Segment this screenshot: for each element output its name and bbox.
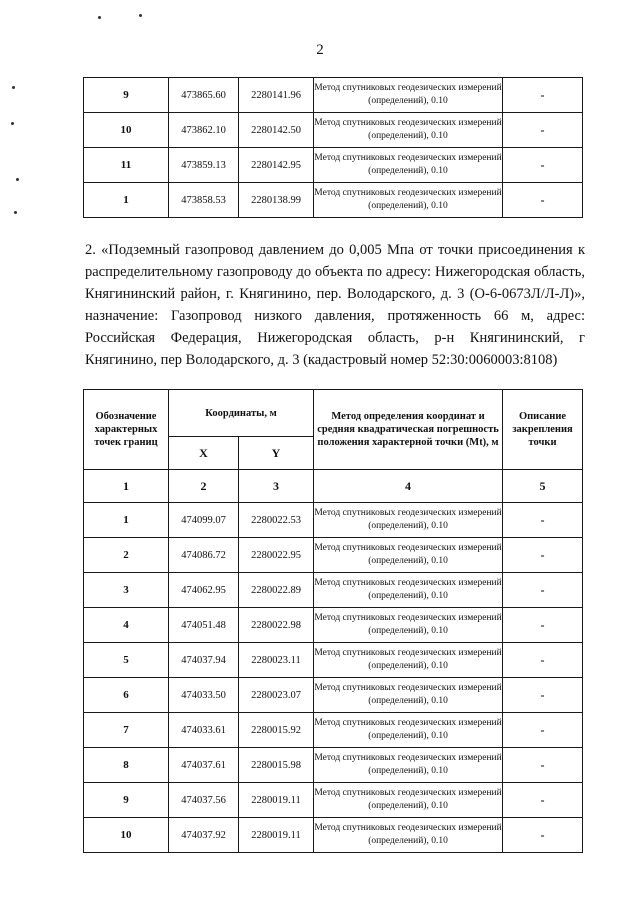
point-label-cell: 11 bbox=[84, 148, 169, 183]
x-coordinate-cell: 474086.72 bbox=[169, 538, 239, 573]
scan-speck bbox=[12, 86, 15, 89]
method-cell: Метод спутниковых геодезических измерений (определений), 0.10 bbox=[314, 678, 503, 713]
header-x: X bbox=[169, 437, 239, 470]
description-cell: - bbox=[503, 503, 583, 538]
y-coordinate-cell: 2280022.95 bbox=[239, 538, 314, 573]
method-cell: Метод спутниковых геодезических измерений (определений), 0.10 bbox=[314, 643, 503, 678]
object-description-paragraph: 2. «Подземный газопровод давлением до 0,005 Мпа от точки присоединения к распределительному газопроводу до объекта по адресу: Нижегородская область, Княгининский район, г. Княгинино, пер. Володарского, д. 3 (О-6-0673Л/Л-Л)», назначение: Газопровод низкого давления, протяженность 66 м, адрес: Российская Федерация, Нижегородская область, р-н Княгининский, г Княгинино, пер Володарского, д. 3 (кадастровый номер 52:30:0060003:8108) bbox=[85, 242, 585, 368]
description-cell: - bbox=[503, 748, 583, 783]
x-coordinate-cell: 473859.13 bbox=[169, 148, 239, 183]
scan-speck bbox=[14, 211, 17, 214]
method-cell: Метод спутниковых геодезических измерений (определений), 0.10 bbox=[314, 538, 503, 573]
point-label-cell: 10 bbox=[84, 818, 169, 853]
y-coordinate-cell: 2280142.95 bbox=[239, 148, 314, 183]
method-cell: Метод спутниковых геодезических измерений (определений), 0.10 bbox=[314, 713, 503, 748]
x-coordinate-cell: 474037.61 bbox=[169, 748, 239, 783]
x-coordinate-cell: 473865.60 bbox=[169, 78, 239, 113]
scan-speck bbox=[139, 14, 142, 17]
table-row bbox=[84, 113, 583, 148]
y-coordinate-cell: 2280015.92 bbox=[239, 713, 314, 748]
y-coordinate-cell: 2280022.89 bbox=[239, 573, 314, 608]
header-point: Обозначение характерных точек границ bbox=[84, 390, 169, 470]
y-coordinate-cell: 2280141.96 bbox=[239, 78, 314, 113]
description-cell: - bbox=[503, 608, 583, 643]
y-coordinate-cell: 2280022.53 bbox=[239, 503, 314, 538]
table1-body bbox=[84, 78, 583, 218]
x-coordinate-cell: 474062.95 bbox=[169, 573, 239, 608]
point-label-cell: 2 bbox=[84, 538, 169, 573]
y-coordinate-cell: 2280023.11 bbox=[239, 643, 314, 678]
x-coordinate-cell: 474033.61 bbox=[169, 713, 239, 748]
table2-body bbox=[84, 503, 583, 853]
x-coordinate-cell: 474051.48 bbox=[169, 608, 239, 643]
description-cell: - bbox=[503, 643, 583, 678]
point-label-cell: 4 bbox=[84, 608, 169, 643]
point-label-cell: 8 bbox=[84, 748, 169, 783]
description-cell: - bbox=[503, 678, 583, 713]
description-cell: - bbox=[503, 113, 583, 148]
method-cell: Метод спутниковых геодезических измерений (определений), 0.10 bbox=[314, 818, 503, 853]
coordinates-table bbox=[83, 389, 583, 853]
column-number-5: 5 bbox=[503, 470, 583, 503]
table-row bbox=[84, 783, 583, 818]
scan-speck bbox=[11, 122, 14, 125]
scan-speck bbox=[16, 178, 19, 181]
table-row bbox=[84, 678, 583, 713]
y-coordinate-cell: 2280138.99 bbox=[239, 183, 314, 218]
x-coordinate-cell: 474033.50 bbox=[169, 678, 239, 713]
table-row bbox=[84, 78, 583, 113]
y-coordinate-cell: 2280019.11 bbox=[239, 783, 314, 818]
table-row bbox=[84, 503, 583, 538]
table-row bbox=[84, 573, 583, 608]
x-coordinate-cell: 474099.07 bbox=[169, 503, 239, 538]
y-coordinate-cell: 2280142.50 bbox=[239, 113, 314, 148]
column-number-3: 3 bbox=[239, 470, 314, 503]
table-row bbox=[84, 608, 583, 643]
scan-speck bbox=[98, 16, 101, 19]
method-cell: Метод спутниковых геодезических измерений (определений), 0.10 bbox=[314, 503, 503, 538]
description-cell: - bbox=[503, 183, 583, 218]
table-row bbox=[84, 643, 583, 678]
table-row bbox=[84, 713, 583, 748]
method-cell: Метод спутниковых геодезических измерений (определений), 0.10 bbox=[314, 608, 503, 643]
description-cell: - bbox=[503, 148, 583, 183]
header-y: Y bbox=[239, 437, 314, 470]
description-cell: - bbox=[503, 573, 583, 608]
header-coordinates: Координаты, м bbox=[169, 390, 314, 437]
method-cell: Метод спутниковых геодезических измерений (определений), 0.10 bbox=[314, 78, 503, 113]
column-number-2: 2 bbox=[169, 470, 239, 503]
table-row bbox=[84, 538, 583, 573]
x-coordinate-cell: 474037.56 bbox=[169, 783, 239, 818]
x-coordinate-cell: 474037.92 bbox=[169, 818, 239, 853]
description-cell: - bbox=[503, 783, 583, 818]
x-coordinate-cell: 473858.53 bbox=[169, 183, 239, 218]
description-cell: - bbox=[503, 538, 583, 573]
table-row bbox=[84, 183, 583, 218]
point-label-cell: 7 bbox=[84, 713, 169, 748]
y-coordinate-cell: 2280019.11 bbox=[239, 818, 314, 853]
page-number: 2 bbox=[316, 42, 324, 58]
y-coordinate-cell: 2280015.98 bbox=[239, 748, 314, 783]
column-number-4: 4 bbox=[314, 470, 503, 503]
point-label-cell: 3 bbox=[84, 573, 169, 608]
point-label-cell: 6 bbox=[84, 678, 169, 713]
x-coordinate-cell: 474037.94 bbox=[169, 643, 239, 678]
description-cell: - bbox=[503, 818, 583, 853]
header-description: Описание закрепления точки bbox=[503, 390, 583, 470]
method-cell: Метод спутниковых геодезических измерений (определений), 0.10 bbox=[314, 573, 503, 608]
description-cell: - bbox=[503, 78, 583, 113]
y-coordinate-cell: 2280023.07 bbox=[239, 678, 314, 713]
point-label-cell: 10 bbox=[84, 113, 169, 148]
method-cell: Метод спутниковых геодезических измерений (определений), 0.10 bbox=[314, 748, 503, 783]
method-cell: Метод спутниковых геодезических измерений (определений), 0.10 bbox=[314, 183, 503, 218]
coordinates-table-continued bbox=[83, 77, 583, 218]
table-row bbox=[84, 148, 583, 183]
point-label-cell: 9 bbox=[84, 78, 169, 113]
description-cell: - bbox=[503, 713, 583, 748]
point-label-cell: 5 bbox=[84, 643, 169, 678]
method-cell: Метод спутниковых геодезических измерений (определений), 0.10 bbox=[314, 148, 503, 183]
method-cell: Метод спутниковых геодезических измерений (определений), 0.10 bbox=[314, 783, 503, 818]
y-coordinate-cell: 2280022.98 bbox=[239, 608, 314, 643]
header-method: Метод определения координат и средняя квадратическая погрешность положения характерной точки (Mt), м bbox=[314, 390, 503, 470]
table-row bbox=[84, 818, 583, 853]
point-label-cell: 1 bbox=[84, 503, 169, 538]
column-number-1: 1 bbox=[84, 470, 169, 503]
point-label-cell: 1 bbox=[84, 183, 169, 218]
x-coordinate-cell: 473862.10 bbox=[169, 113, 239, 148]
point-label-cell: 9 bbox=[84, 783, 169, 818]
method-cell: Метод спутниковых геодезических измерений (определений), 0.10 bbox=[314, 113, 503, 148]
table-row bbox=[84, 748, 583, 783]
